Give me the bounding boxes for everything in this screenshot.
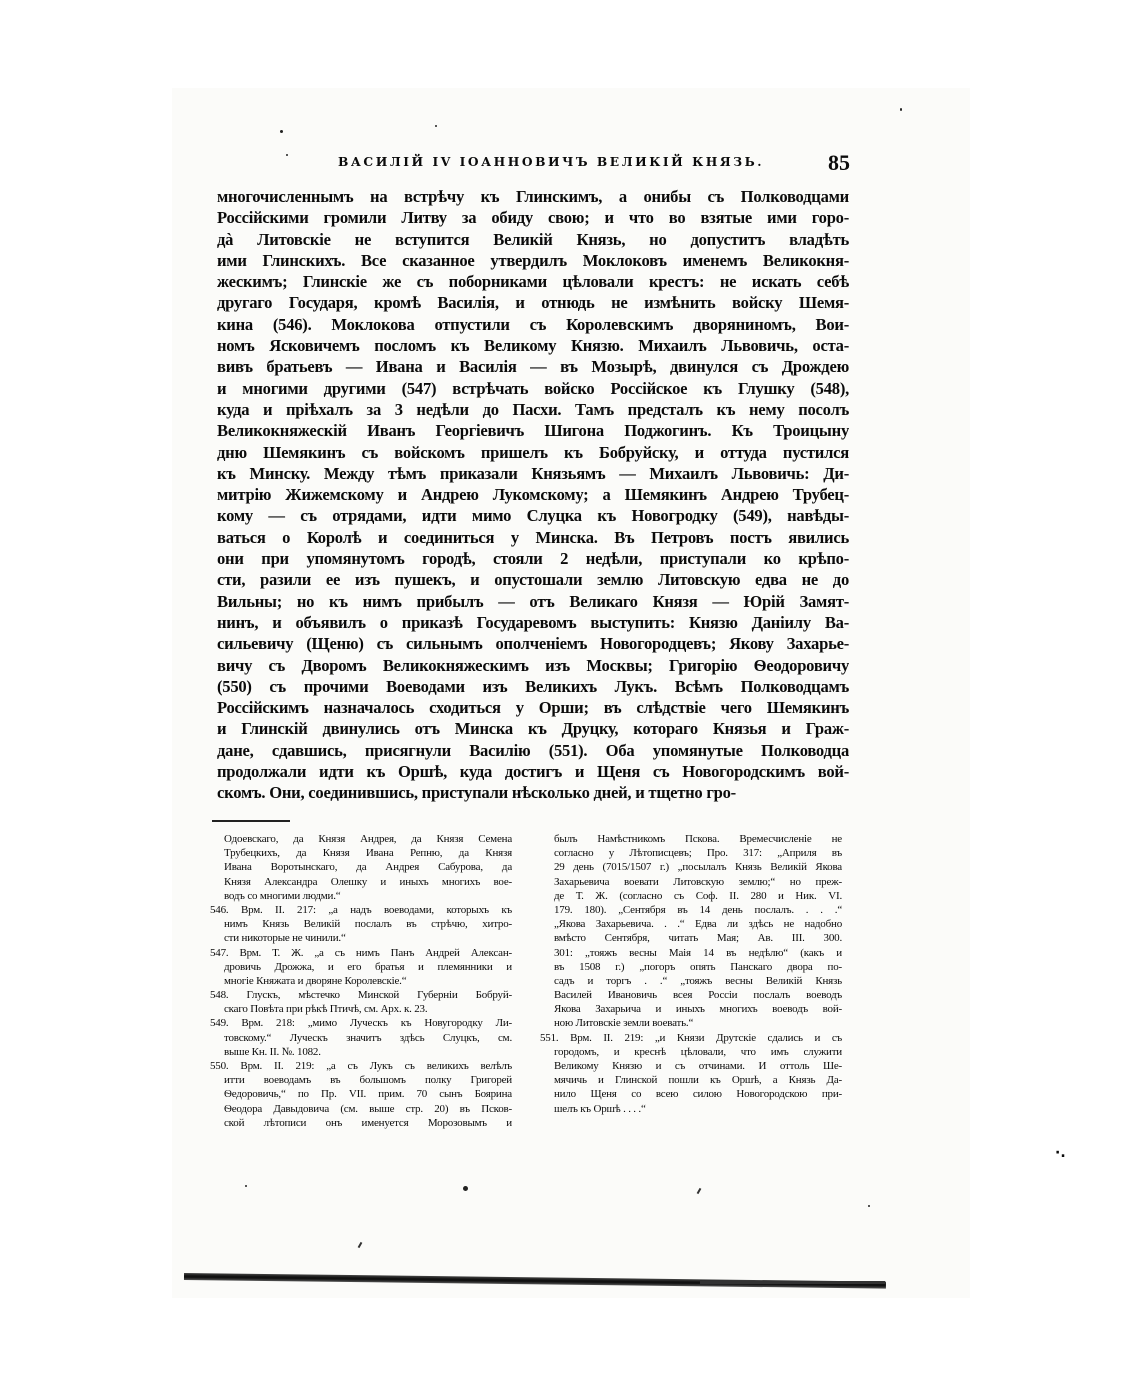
text-line: (550) съ прочими Воеводами изъ Великихъ Лукъ. Всѣмъ Полководцамъ xyxy=(217,676,849,696)
footnote-line: Великому Князю и съ отчинами. И оттоль Ше- xyxy=(554,1060,842,1072)
text-line: дà Литовскіе не вступится Великій Князь, но допуститъ владѣть xyxy=(217,229,849,249)
footnote-line: садъ и торгъ . .“ „тояжъ весны Великій Князь xyxy=(554,974,842,987)
footnote-line: нило Щеня со всею силою Новогородскою при- xyxy=(554,1088,842,1101)
text-line: Великокняжескій Иванъ Георгіевичъ Шигона Поджогинъ. Къ Троицыну xyxy=(217,421,849,441)
footnote-line: 547. Врм. Т. Ж. „а съ нимъ Панъ Андрей Алексан- xyxy=(210,946,512,959)
footnote-line: согласно у Лѣтописцевъ; Про. 317: „Априля въ xyxy=(554,847,842,860)
page-header xyxy=(330,150,850,180)
text-line: многочисленнымъ на встрѣчу къ Глинскимъ, а онибы съ Полководцами xyxy=(217,187,849,206)
text-line: ваться о Королѣ и соединиться у Минска. Въ Петровъ постъ явились xyxy=(217,527,849,547)
footnote-line: водъ со многими людми.“ xyxy=(224,889,341,902)
footnote-line: Ѳедоровичь,“ по Пр. VII. прим. 70 сынъ Боярина xyxy=(224,1088,512,1101)
footnote-line: 549. Врм. 218: „мимо Луческъ къ Новугородку Ли- xyxy=(210,1017,512,1030)
page-edge-shadow xyxy=(700,1281,885,1284)
footnote-rule xyxy=(212,820,290,822)
footnote-line: Одоевскаго, да Князя Андрея, да Князя Семена xyxy=(224,833,512,845)
scan-speck xyxy=(868,1205,870,1207)
text-line: другаго Государя, кромѣ Василія, и отнюдь не измѣнить войску Шемя- xyxy=(217,293,849,313)
page-number: 85 xyxy=(828,150,850,175)
scan-speck xyxy=(900,108,902,111)
footnote-line: Василей Ивановичь всея Россіи послалъ воеводъ xyxy=(554,989,842,1002)
scan-speck xyxy=(463,1186,468,1191)
footnote-line: 301: „тояжъ весны Маія 14 въ недѣлю“ (какъ и xyxy=(554,946,842,959)
footnote-line: „Якова Захарьевича. . .“ Едва ли здѣсь не надобно xyxy=(554,918,842,931)
scan-speck xyxy=(286,154,288,156)
footnote-line: Князя Александра Олешку и иныхъ многихъ вое- xyxy=(224,875,512,888)
text-line: митрію Жижемскому и Андрею Лукомскому; а Шемякинъ Андрею Трубец- xyxy=(217,485,849,505)
text-line: Россійскими громили Литву за обиду свою; и что во взятые ими горо- xyxy=(217,208,849,228)
scan-speck xyxy=(245,1185,247,1187)
footnote-line: городомъ, и креснѣ цѣловали, что имъ служити xyxy=(554,1045,842,1058)
text-line: скомъ. Они, соединившись, приступали нѣсколько дней, и тщетно гро- xyxy=(217,783,736,803)
footnote-line: Ѳеодора Давыдовича (см. выше стр. 20) въ Псков- xyxy=(224,1102,512,1115)
text-line: нинъ, и объявилъ о приказѣ Государевомъ выступить: Князю Даніилу Ва- xyxy=(217,612,849,632)
text-line: дане, сдавшись, присягнули Василію (551). Оба упомянутые Полководца xyxy=(217,740,849,760)
footnote-line: 546. Врм. II. 217: „а надъ воеводами, которыхъ къ xyxy=(210,903,512,916)
text-line: они при упомянутомъ городѣ, стояли 2 недѣли, приступали ко крѣпо- xyxy=(217,549,849,569)
text-line: кина (546). Моклокова отпустили съ Королевскимъ дворяниномъ, Вои- xyxy=(217,314,849,334)
footnote-line: итти воеводамъ въ большомъ полку Григорей xyxy=(224,1074,512,1087)
text-line: ими Глинскихъ. Все сказанное утвердилъ Моклоковъ именемъ Великокня- xyxy=(217,250,849,270)
footnote-line: де Т. Ж. (согласно съ Соф. II. 280 и Ник. VI. xyxy=(554,889,842,902)
text-line: дню Шемякинъ съ войскомъ пришелъ къ Бобруйску, и оттуда пустился xyxy=(217,442,849,462)
footnote-line: въ 1508 г.) „погоръ опять Панскаго двора по- xyxy=(554,960,842,973)
footnote-line: 550. Врм. II. 219: „а съ Лукъ съ великихъ велѣлъ xyxy=(210,1060,512,1072)
scan-speck xyxy=(435,125,437,127)
footnote-line: 548. Глускъ, мѣстечко Минской Губерніи Бобруй- xyxy=(210,989,512,1002)
text-line: вичу съ Дворомъ Великокняжескимъ изъ Москвы; Григорію Ѳеодоровичу xyxy=(217,655,849,675)
footnote-line: Трубецкихъ, да Князя Ивана Репню, да Князя xyxy=(224,847,512,860)
text-line: кому — съ отрядами, идти мимо Слуцка къ Новогродку (549), навѣды- xyxy=(217,506,849,526)
footnote-line: шелъ къ Оршѣ . . . .“ xyxy=(554,1102,646,1115)
main-text-body xyxy=(217,186,849,804)
text-line: сти, разили ее изъ пушекъ, и опустошали землю Литовскую едва не до xyxy=(217,570,849,590)
text-line: и Глинскій двинулись отъ Минска къ Друцку, котораго Князья и Граж- xyxy=(217,719,849,739)
text-line: номъ Ясковичемъ посломъ къ Великому Князю. Михаилъ Львовичь, оста- xyxy=(217,336,849,356)
footnote-line: Захарьевича воевати Литовскую землю;“ но преж- xyxy=(554,875,842,888)
footnote-line: ской лѣтописи онъ именуется Морозовымъ и xyxy=(224,1116,512,1129)
footnote-line: Якова Захарьича и иныхъ многихъ воеводъ вой- xyxy=(554,1003,842,1016)
footnote-line: сти никоторые не чинили.“ xyxy=(224,932,346,945)
footnote-line: товскому.“ Луческъ значитъ здѣсь Слуцкъ, см. xyxy=(224,1031,512,1044)
text-line: сильевичу (Щеню) съ сильнымъ ополченіемъ Новогородцевъ; Якову Захарье- xyxy=(217,634,849,654)
footnote-line: 29 день (7015/1507 г.) „посылалъ Князь Великій Якова xyxy=(554,861,842,874)
margin-mark: ·. xyxy=(1055,1145,1066,1161)
footnote-line: дровичь Дрожжа, и его братья и племянники и xyxy=(224,960,512,973)
footnote-line: вмѣсто Сентября, читать Мая; Ав. III. 300. xyxy=(554,932,842,945)
text-line: вивъ братьевъ — Ивана и Василія — въ Мозырѣ, двинулся съ Дрождею xyxy=(217,357,849,377)
footnote-line: мячичь и Глинской пошли къ Оршѣ, а Князь Да- xyxy=(554,1074,842,1087)
text-line: жескимъ; Глинскіе же съ поборниками цѣловали крестъ: не искать себѣ xyxy=(217,272,849,292)
footnote-line: выше Кн. II. №. 1082. xyxy=(224,1045,321,1058)
footnote-line: былъ Намѣстникомъ Пскова. Времесчисленіе не xyxy=(554,833,842,845)
text-line: Вильны; но къ нимъ прибылъ — отъ Великаго Князя — Юрій Замят- xyxy=(217,591,849,611)
scan-speck xyxy=(280,130,283,133)
footnote-line: ною Литовскіе земли воевать.“ xyxy=(554,1017,694,1030)
footnote-line: многіе Княжата и дворяне Королевскіе.“ xyxy=(224,974,407,987)
footnotes-right-column xyxy=(540,832,842,1116)
footnotes-left-column xyxy=(210,832,512,1130)
footnote-line: нимъ Князь Великій послалъ въ стрѣчю, хитро- xyxy=(224,918,512,931)
text-line: къ Минску. Между тѣмъ приказали Князьямъ — Михаилъ Львовичь: Ди- xyxy=(217,463,849,483)
footnote-line: 179. 180). „Сентября въ 14 день послалъ. . . .“ xyxy=(554,903,842,916)
text-line: Россійскимъ назначалось сходиться у Орши; въ слѣдствіе чего Шемякинъ xyxy=(217,698,849,718)
text-line: продолжали идти къ Оршѣ, куда достигъ и Щеня съ Новогородскимъ вой- xyxy=(217,762,849,782)
footnote-line: 551. Врм. II. 219: „и Князи Друтскіе сдались и съ xyxy=(540,1031,842,1044)
footnote-line: скаго Повѣта при рѣкѣ Птичѣ, см. Арх. к. 23. xyxy=(224,1003,428,1016)
footnote-line: Ивана Воротынскаго, да Андрея Сабурова, да xyxy=(224,861,512,874)
running-head: ВАСИЛІЙ IV ІОАННОВИЧЪ ВЕЛИКІЙ КНЯЗЬ. xyxy=(338,154,765,169)
text-line: и многими другими (547) встрѣчать войско Россійское къ Глушку (548), xyxy=(217,378,849,398)
text-line: куда и пріѣхалъ за 3 недѣли до Пасхи. Тамъ предсталъ къ нему посолъ xyxy=(217,399,849,419)
